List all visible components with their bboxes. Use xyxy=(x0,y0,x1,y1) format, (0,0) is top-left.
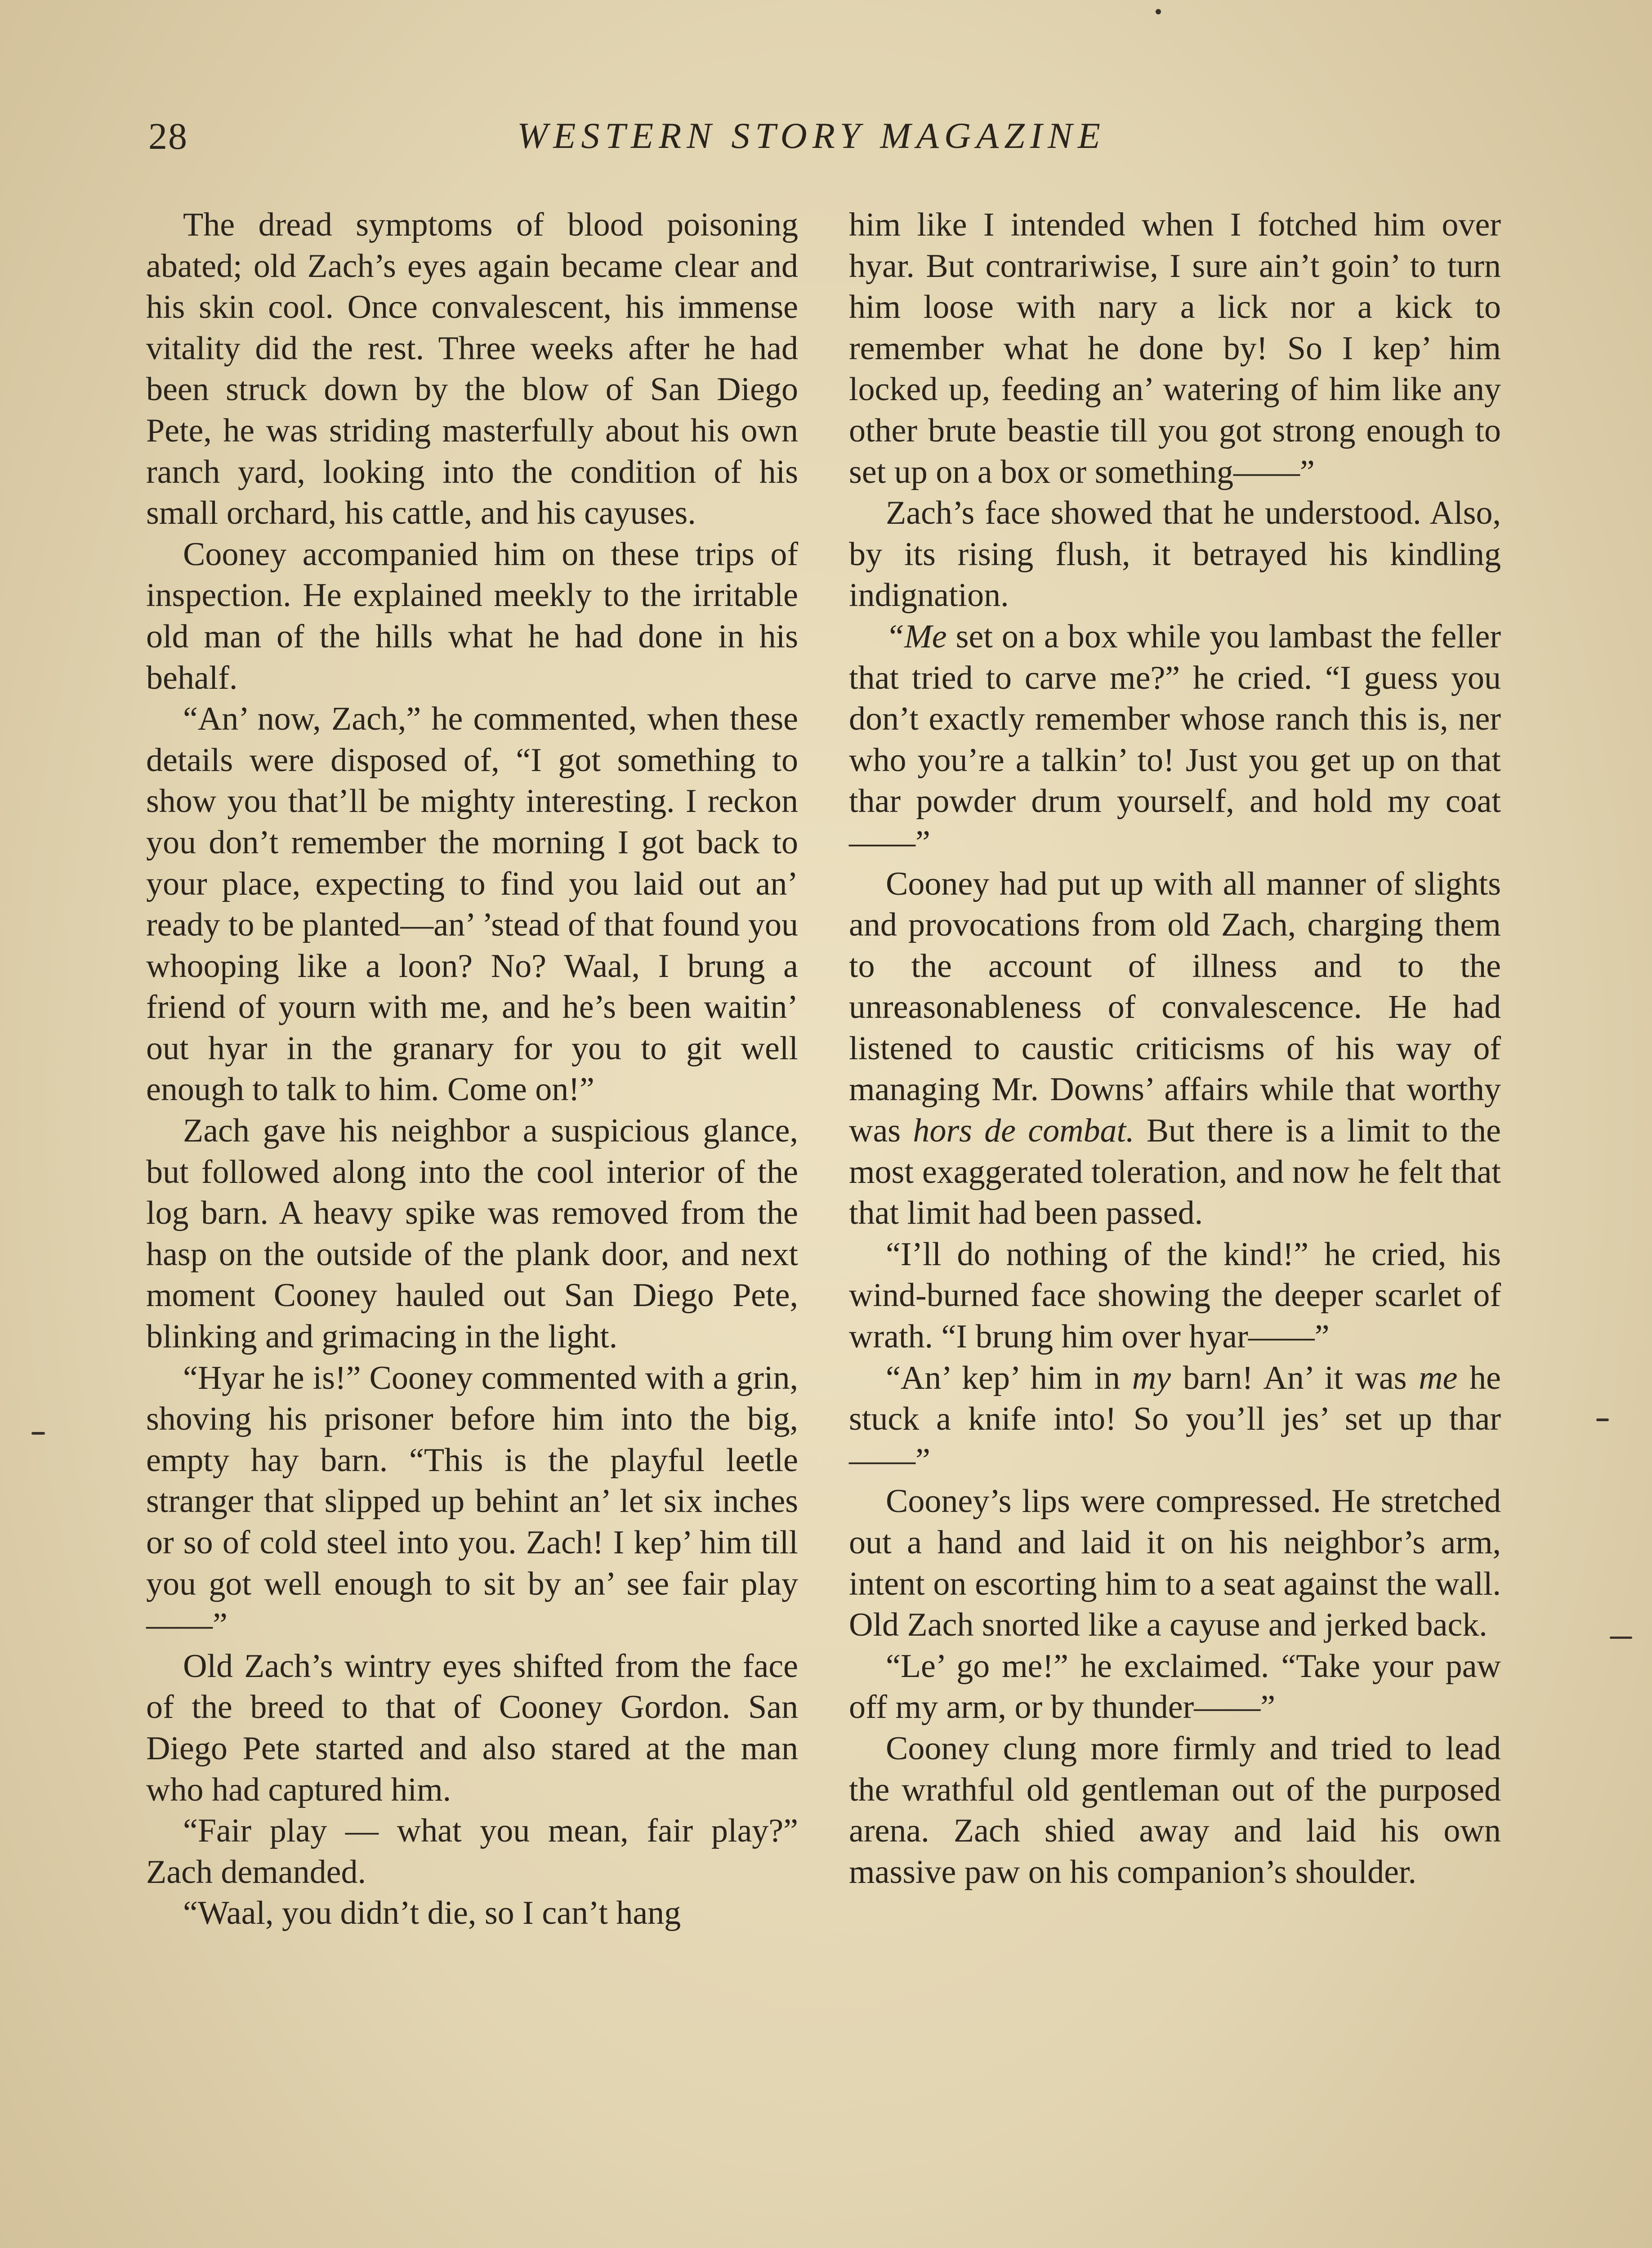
paragraph: Zach gave his neighbor a suspicious glance, but followed along into the cool interior of the log barn. A heavy spike was removed from the hasp on the outside of the plank door, and next moment Cooney hauled out San Diego Pete, blinking and grimacing in the light. xyxy=(146,1112,798,1356)
page-header xyxy=(148,115,1506,169)
right-column xyxy=(849,205,1501,1893)
paragraph: “Waal, you didn’t die, so I can’t hang xyxy=(183,1895,681,1932)
emphasis: my xyxy=(1132,1359,1171,1396)
paragraph: Old Zach’s wintry eyes shifted from the face of the breed to that of Cooney Gordon. San Diego Pete started and also stared at the man who had captured him. xyxy=(146,1647,798,1808)
paragraph: “I’ll do nothing of the kind!” he cried, his wind-burned face showing the deeper scarlet of wrath. “I brung him over hyar——” xyxy=(849,1236,1501,1356)
paragraph-text: “An’ kep’ him in xyxy=(886,1359,1132,1396)
left-column xyxy=(146,205,798,1934)
paragraph: “Fair play — what you mean, fair play?” Zach demanded. xyxy=(146,1812,798,1891)
paragraph: Zach’s face showed that he understood. Also, by its rising flush, it betrayed his kindling indignation. xyxy=(849,495,1501,614)
emphasis: hors de combat. xyxy=(913,1112,1134,1150)
paragraph xyxy=(849,616,1501,864)
paragraph: Cooney clung more firmly and tried to lead the wrathful old gentleman out of the purposed arena. Zach shied away and laid his own massive paw on his companion’s shoulder. xyxy=(849,1730,1501,1891)
emphasis: me xyxy=(1419,1359,1458,1396)
emphasis: “Me xyxy=(886,618,947,655)
paragraph xyxy=(849,864,1501,1234)
page-number: 28 xyxy=(148,116,188,157)
paragraph-text: Cooney had put up with all manner of slights and provocations from old Zach, charging them to the account of illness and to the unreasonableness of convalescence. He had listened to caustic criticisms of his way of managing Mr. Downs’ affairs while that worthy was xyxy=(849,865,1501,1150)
paragraph xyxy=(849,1358,1501,1481)
paragraph-continuation: him like I intended when I fotched him over hyar. But contrariwise, I sure ain’t goin’ to turn him loose with nary a lick nor a kick to remember what he done by! So I kep’ him locked up, feeding an’ watering of him like any other brute beastie till you got strong enough to set up on a box or something——” xyxy=(849,206,1501,491)
paragraph: “Hyar he is!” Cooney commented with a grin, shoving his prisoner before him into the big, empty hay barn. “This is the playful leetle stranger that slipped up behint an’ let six inches or so of cold steel into you. Zach! I kep’ him till you got well enough to sit by an’ see fair play——” xyxy=(146,1359,798,1644)
paragraph-text: barn! An’ it was xyxy=(1171,1359,1419,1396)
paragraph: “Le’ go me!” he exclaimed. “Take your paw off my arm, or by thunder——” xyxy=(849,1647,1501,1726)
magazine-title: WESTERN STORY MAGAZINE xyxy=(517,115,1106,156)
paragraph: Cooney’s lips were compressed. He stretched out a hand and laid it on his neighbor’s arm, intent on escorting him to a seat against the wall. Old Zach snorted like a cayuse and jerked back. xyxy=(849,1483,1501,1644)
paragraph-text: set on a box while you lambast the feller that tried to carve me?” he cried. “I guess you don’t exactly remember whose ranch this is, ner who you’re a talkin’ to! Just you get up on that thar powder drum yourself, and hold my coat——” xyxy=(849,618,1501,861)
paragraph: Cooney accompanied him on these trips of inspection. He explained meekly to the irritable old man of the hills what he had done in his behalf. xyxy=(146,535,798,696)
paragraph-text: he stuck a knife into! So you’ll jes’ set up thar——” xyxy=(849,1359,1501,1479)
paragraph: The dread symptoms of blood poisoning abated; old Zach’s eyes again became clear and his skin cool. Once convalescent, his immense vitality did the rest. Three weeks after he had been struck down by the blow of San Diego Pete, he was striding masterfully about his own ranch yard, looking into the condition of his small orchard, his cattle, and his cayuses. xyxy=(146,206,798,532)
paragraph-text: But there is a limit to the most exaggerated toleration, and now he felt that that limit had been passed. xyxy=(849,1112,1501,1232)
paragraph: “An’ now, Zach,” he commented, when these details were disposed of, “I got something to show you that’ll be mighty interesting. I reckon you don’t remember the morning I got back to your place, expecting to find you laid out an’ ready to be planted—an’ ’stead of that found you whooping like a loon? No? Waal, I brung a friend of yourn with me, and he’s been waitin’ out hyar in the granary for you to git well enough to talk to him. Come on!” xyxy=(146,700,798,1108)
